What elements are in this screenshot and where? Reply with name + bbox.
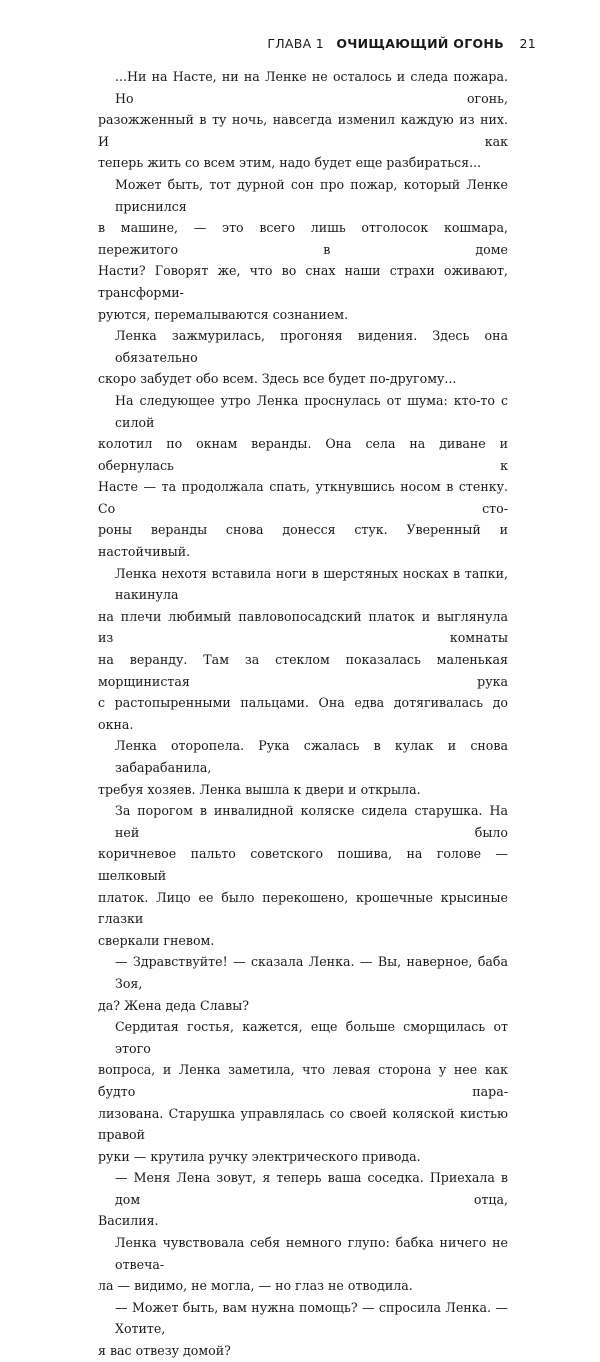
text-line: платок. Лицо ее было перекошено, крошечные крысиные глазки xyxy=(98,889,508,927)
paragraph xyxy=(98,1297,508,1362)
text-line: Насте — та продолжала спать, уткнувшись носом в стенку. Со сто- xyxy=(98,479,508,516)
text-line: руются, перемалываются сознанием. xyxy=(98,306,349,322)
text-line: в машине, — это всего лишь отголосок кошмара, пережитого в доме xyxy=(98,220,508,257)
text-line: сверкали гневом. xyxy=(98,932,215,948)
text-line: Сердитая гостья, кажется, еще больше сморщилась от этого xyxy=(115,1019,508,1056)
text-line: теперь жить со всем этим, надо будет еще разбираться... xyxy=(98,155,482,171)
text-line: скоро забудет обо всем. Здесь все будет по-другому... xyxy=(98,371,457,387)
chapter-label: ГЛАВА 1 xyxy=(267,36,325,51)
text-line: колотил по окнам веранды. Она села на диване и обернулась к xyxy=(98,436,508,473)
paragraph xyxy=(98,951,508,1016)
text-line: на веранду. Там за стеклом показалась маленькая морщинистая рука xyxy=(98,652,508,689)
text-line: вопроса, и Ленка заметила, что левая сторона у нее как будто пара- xyxy=(98,1062,508,1099)
paragraph xyxy=(98,66,508,174)
text-line: с растопыренными пальцами. Она едва дотягивалась до окна. xyxy=(98,695,508,732)
body-text xyxy=(98,66,508,1362)
paragraph xyxy=(98,563,508,736)
paragraph xyxy=(98,390,508,563)
text-line: Насти? Говорят же, что во снах наши страхи оживают, трансформи- xyxy=(98,263,508,300)
text-line: руки — крутила ручку электрического привода. xyxy=(98,1148,421,1164)
text-line: Ленка чувствовала себя немного глупо: бабка ничего не отвеча- xyxy=(115,1235,508,1272)
page-number: 21 xyxy=(519,36,536,51)
text-line: — Здравствуйте! — сказала Ленка. — Вы, наверное, баба Зоя, xyxy=(115,954,508,991)
text-line: требуя хозяев. Ленка вышла к двери и открыла. xyxy=(98,781,421,797)
text-line: коричневое пальто советского пошива, на голове — шелковый xyxy=(98,846,508,883)
text-line: Ленка зажмурилась, прогоняя видения. Здесь она обязательно xyxy=(115,328,508,365)
text-line: роны веранды снова донесся стук. Уверенный и настойчивый. xyxy=(98,522,508,560)
text-line: ...Ни на Насте, ни на Ленке не осталось и следа пожара. Но огонь, xyxy=(115,69,508,106)
paragraph xyxy=(98,735,508,800)
text-line: — Меня Лена зовут, я теперь ваша соседка. Приехала в дом отца, xyxy=(115,1170,508,1207)
text-line: да? Жена деда Славы? xyxy=(98,997,250,1013)
text-line: Может быть, тот дурной сон про пожар, который Ленке приснился xyxy=(115,176,508,214)
text-line: лизована. Старушка управлялась со своей коляской кистью правой xyxy=(98,1105,508,1143)
text-line: За порогом в инвалидной коляске сидела старушка. На ней было xyxy=(115,803,508,840)
paragraph xyxy=(98,174,508,325)
text-line: разожженный в ту ночь, навсегда изменил каждую из них. И как xyxy=(98,112,508,149)
text-line: ла — видимо, не могла, — но глаз не отводила. xyxy=(98,1278,413,1294)
paragraph xyxy=(98,1016,508,1167)
text-line: Василия. xyxy=(98,1213,159,1229)
paragraph xyxy=(98,325,508,390)
text-line: Ленка нехотя вставила ноги в шерстяных носках в тапки, накинула xyxy=(115,565,508,603)
paragraph xyxy=(98,1167,508,1232)
text-line: я вас отвезу домой? xyxy=(98,1343,231,1359)
text-line: на плечи любимый павловопосадский платок и выглянула из комнаты xyxy=(98,608,508,646)
paragraph xyxy=(98,1232,508,1297)
text-line: Ленка оторопела. Рука сжалась в кулак и снова забарабанила, xyxy=(115,738,508,775)
chapter-title: ОЧИЩАЮЩИЙ ОГОНЬ xyxy=(336,36,504,51)
text-line: — Может быть, вам нужна помощь? — спросила Ленка. — Хотите, xyxy=(115,1299,508,1337)
running-header xyxy=(267,36,536,51)
text-line: На следующее утро Ленка проснулась от шума: кто-то с силой xyxy=(115,392,508,430)
paragraph xyxy=(98,800,508,951)
